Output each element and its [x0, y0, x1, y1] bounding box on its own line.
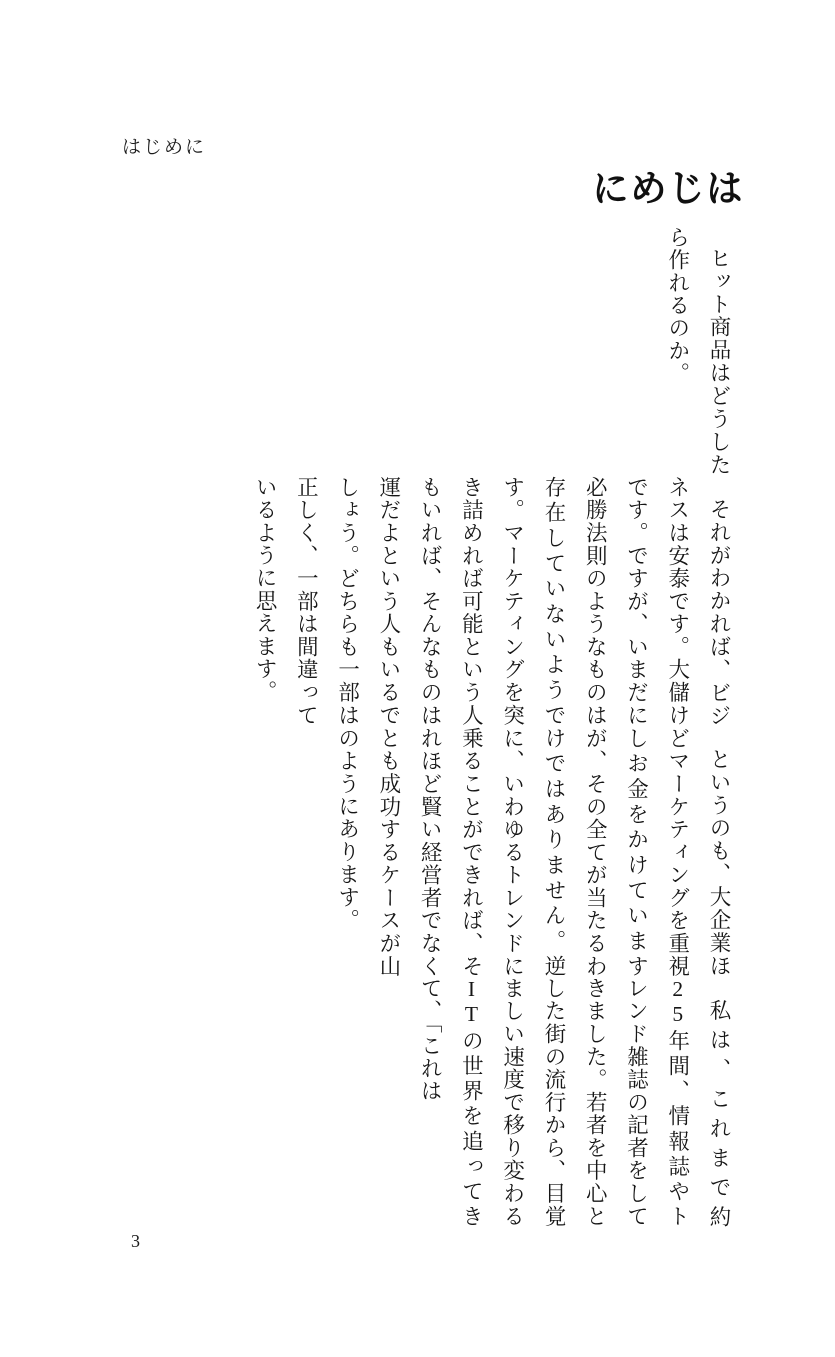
- running-head: はじめに: [122, 137, 207, 158]
- paragraph: 私は、これまで約25年間、情報誌やトレンド雑誌の記者をしてきました。若者を中心とした街の流行から、目覚ましい速度で移り変わるITの世界を追ってきて、「これは: [418, 977, 731, 1228]
- body-column-1: [244, 226, 739, 477]
- page-number: 3: [131, 1231, 140, 1251]
- chapter-title: はじめに: [585, 168, 741, 212]
- body-column-2: [244, 476, 739, 727]
- paragraph: というのも、大企業ほどマーケティングを重視しお金をかけていますが、その全てが当たるわけではありません。逆に、いわゆるトレンドに乗ることができれば、それほど賢い経営者でなくとも成功するケースが山のようにあります。: [335, 726, 731, 978]
- body-column-4: [244, 977, 739, 1228]
- body-column-3: [244, 727, 739, 978]
- paragraph: それがわかれば、ビジネスは安泰です。大儲けです。ですが、いまだに必勝法則のようなものは存在していないようです。マーケティングを突き詰めれば可能という人もいれば、そんなものは運だよという人もいるでしょう。どちらも一部は正しく、一部は間違っているように思えます。: [253, 476, 731, 727]
- vertical-text-block: [244, 168, 739, 1228]
- paragraph: ヒット商品はどうしたら作れるのか。: [665, 225, 731, 477]
